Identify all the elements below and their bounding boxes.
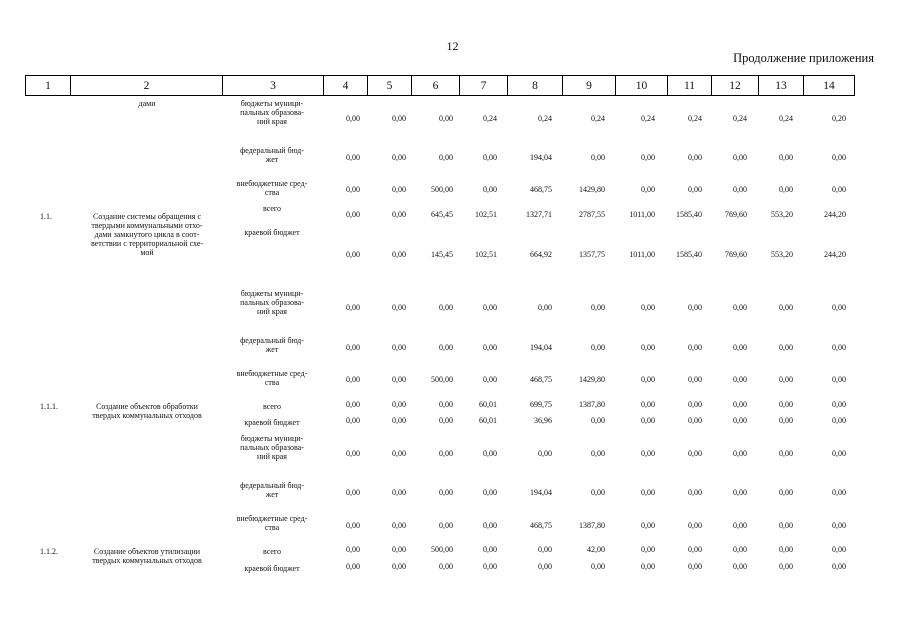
table-cell-value: 0,00 (392, 449, 406, 458)
table-cell-value: 0,00 (832, 375, 846, 384)
measure-name: дами (138, 99, 156, 108)
table-cell-value: 1585,40 (676, 210, 702, 219)
header-col-3: 3 (223, 76, 324, 96)
table-cell-value: 468,75 (530, 375, 552, 384)
header-col-10: 10 (616, 76, 668, 96)
table-cell-value: 0,00 (688, 400, 702, 409)
table-cell-value: 0,00 (591, 303, 605, 312)
table-cell-value: 553,20 (771, 250, 793, 259)
measure-name: дами замкнутого цикла в соот- (94, 230, 200, 239)
measure-name: Создание системы обращения с (92, 212, 202, 221)
table-cell-value: 0,00 (346, 545, 360, 554)
funding-source-label: ний края (257, 307, 287, 316)
table-cell-value: 0,00 (733, 185, 747, 194)
funding-source-label: бюджеты муници- (240, 99, 304, 108)
table-cell-value: 0,00 (688, 375, 702, 384)
table-cell-value: 0,00 (439, 114, 453, 123)
table-cell-value: 0,00 (392, 185, 406, 194)
table-cell-value: 0,00 (346, 562, 360, 571)
table-cell-value: 0,00 (779, 449, 793, 458)
table-cell-value: 0,00 (733, 375, 747, 384)
table-cell-value: 0,00 (483, 488, 497, 497)
table-cell-value: 0,00 (439, 488, 453, 497)
table-cell-value: 0,00 (733, 521, 747, 530)
table-cell-value: 244,20 (824, 210, 846, 219)
table-cell-value: 0,00 (779, 375, 793, 384)
funding-source-label: ний края (257, 452, 287, 461)
table-cell-value: 0,00 (538, 303, 552, 312)
table-cell-value: 553,20 (771, 210, 793, 219)
table-cell-value: 0,00 (439, 562, 453, 571)
table-cell-value: 0,00 (346, 400, 360, 409)
funding-source-label: ства (264, 378, 280, 387)
table-cell-value: 0,00 (779, 185, 793, 194)
table-cell-value: 0,00 (832, 545, 846, 554)
funding-source-label: федеральный бюд- (240, 336, 304, 345)
table-cell-value: 0,00 (641, 153, 655, 162)
funding-source-label: бюджеты муници- (240, 434, 304, 443)
table-cell-value: 0,00 (779, 400, 793, 409)
table-cell-value: 0,00 (538, 562, 552, 571)
table-cell-value: 1429,80 (579, 185, 605, 194)
table-cell-value: 0,00 (392, 153, 406, 162)
measure-name: твердыми коммунальными отхо- (91, 221, 203, 230)
funding-source-label: ства (264, 188, 280, 197)
table-cell-value: 0,00 (779, 153, 793, 162)
table-cell-value: 0,00 (832, 562, 846, 571)
header-row (26, 76, 855, 96)
table-cell-value: 699,75 (530, 400, 552, 409)
table-cell-value: 42,00 (587, 545, 605, 554)
table-cell-value: 0,00 (392, 521, 406, 530)
table-cell-value: 0,00 (832, 303, 846, 312)
table-cell-value: 0,00 (832, 416, 846, 425)
table-cell-value: 468,75 (530, 521, 552, 530)
table-cell-value: 0,00 (346, 449, 360, 458)
table-cell-value: 1429,80 (579, 375, 605, 384)
table-cell-value: 0,00 (688, 343, 702, 352)
page-number: 12 (446, 39, 459, 53)
table-cell-value: 0,00 (641, 545, 655, 554)
table-cell-value: 0,00 (346, 185, 360, 194)
funding-source-label: жет (265, 155, 279, 164)
table-cell-value: 0,00 (641, 343, 655, 352)
funding-source-label: пальных образова- (240, 443, 304, 452)
table-cell-value: 102,51 (475, 250, 497, 259)
table-cell-value: 0,00 (346, 210, 360, 219)
table-cell-value: 1011,00 (629, 210, 655, 219)
table-cell-value: 0,00 (779, 545, 793, 554)
table-cell-value: 0,00 (591, 416, 605, 425)
table-cell-value: 500,00 (431, 545, 453, 554)
measure-name: ветствии с территориальной схе- (90, 239, 204, 248)
header-col-5: 5 (368, 76, 412, 96)
table-cell-value: 0,00 (392, 488, 406, 497)
table-cell-value: 0,00 (392, 343, 406, 352)
table-cell-value: 0,00 (392, 210, 406, 219)
funding-source-label: внебюджетные сред- (236, 179, 308, 188)
table-cell-value: 1387,80 (579, 400, 605, 409)
table-cell-value: 0,00 (392, 114, 406, 123)
table-cell-value: 0,00 (832, 400, 846, 409)
row-code: 1.1. (40, 212, 52, 221)
table-cell-value: 0,00 (733, 449, 747, 458)
header-col-9: 9 (563, 76, 616, 96)
table-cell-value: 0,00 (439, 521, 453, 530)
table-cell-value: 0,00 (688, 562, 702, 571)
table-cell-value: 0,00 (346, 375, 360, 384)
funding-source-label: внебюджетные сред- (236, 369, 308, 378)
funding-source-label: жет (265, 490, 279, 499)
table-cell-value: 0,00 (346, 303, 360, 312)
table-cell-value: 0,00 (733, 343, 747, 352)
table-cell-value: 0,00 (641, 400, 655, 409)
table-cell-value: 1327,71 (526, 210, 552, 219)
table-cell-value: 0,00 (483, 449, 497, 458)
table-cell-value: 0,00 (779, 416, 793, 425)
table-cell-value: 769,60 (725, 250, 747, 259)
table-cell-value: 0,00 (591, 562, 605, 571)
table-cell-value: 244,20 (824, 250, 846, 259)
table-cell-value: 0,00 (591, 488, 605, 497)
table-cell-value: 0,00 (346, 153, 360, 162)
table-cell-value: 0,00 (641, 521, 655, 530)
table-cell-value: 0,00 (538, 545, 552, 554)
table-cell-value: 0,00 (832, 343, 846, 352)
table-cell-value: 2787,55 (579, 210, 605, 219)
table-cell-value: 0,00 (346, 343, 360, 352)
table-cell-value: 0,00 (346, 114, 360, 123)
table-cell-value: 0,00 (688, 449, 702, 458)
table-cell-value: 0,00 (392, 400, 406, 409)
table-cell-value: 0,00 (346, 488, 360, 497)
table-cell-value: 0,24 (688, 114, 702, 123)
funding-source-label: внебюджетные сред- (236, 514, 308, 523)
table-cell-value: 36,96 (534, 416, 552, 425)
measure-name: мой (140, 248, 154, 257)
funding-source-label: всего (262, 204, 281, 213)
header-table (25, 75, 855, 96)
table-cell-value: 0,00 (733, 400, 747, 409)
header-col-7: 7 (460, 76, 508, 96)
funding-source-label: жет (265, 345, 279, 354)
table-cell-value: 0,00 (483, 343, 497, 352)
table-cell-value: 1585,40 (676, 250, 702, 259)
table-cell-value: 0,00 (733, 545, 747, 554)
table-cell-value: 0,00 (483, 562, 497, 571)
table-cell-value: 1011,00 (629, 250, 655, 259)
table-cell-value: 0,20 (832, 114, 846, 123)
header-col-13: 13 (759, 76, 804, 96)
table-cell-value: 0,24 (733, 114, 747, 123)
table-cell-value: 0,00 (439, 400, 453, 409)
table-cell-value: 0,00 (346, 521, 360, 530)
header-col-12: 12 (712, 76, 759, 96)
header-col-8: 8 (508, 76, 563, 96)
table-cell-value: 0,00 (641, 488, 655, 497)
table-cell-value: 0,00 (733, 488, 747, 497)
table-cell-value: 0,00 (688, 185, 702, 194)
table-cell-value: 0,00 (483, 545, 497, 554)
table-cell-value: 0,00 (641, 449, 655, 458)
table-cell-value: 0,00 (392, 375, 406, 384)
table-cell-value: 0,00 (832, 185, 846, 194)
table-cell-value: 0,00 (688, 521, 702, 530)
header-col-11: 11 (668, 76, 712, 96)
table-cell-value: 0,00 (591, 153, 605, 162)
table-cell-value: 0,00 (392, 416, 406, 425)
funding-source-label: федеральный бюд- (240, 481, 304, 490)
table-cell-value: 0,00 (733, 303, 747, 312)
table-cell-value: 1387,80 (579, 521, 605, 530)
measure-name: твердых коммунальных отходов (92, 411, 202, 420)
table-cell-value: 0,00 (832, 153, 846, 162)
table-cell-value: 0,00 (641, 185, 655, 194)
row-code: 1.1.1. (40, 402, 58, 411)
funding-source-label: ства (264, 523, 280, 532)
funding-source-label: краевой бюджет (244, 418, 300, 427)
table-cell-value: 664,92 (530, 250, 552, 259)
table-cell-value: 0,24 (779, 114, 793, 123)
funding-source-label: федеральный бюд- (240, 146, 304, 155)
table-cell-value: 145,45 (431, 250, 453, 259)
funding-source-label: всего (262, 402, 281, 411)
table-cell-value: 0,00 (538, 449, 552, 458)
table-cell-value: 0,00 (779, 562, 793, 571)
table-cell-value: 500,00 (431, 185, 453, 194)
table-cell-value: 0,24 (591, 114, 605, 123)
table-cell-value: 645,45 (431, 210, 453, 219)
funding-source-label: пальных образова- (240, 298, 304, 307)
table-cell-value: 0,00 (779, 343, 793, 352)
table-cell-value: 0,00 (483, 185, 497, 194)
table-cell-value: 0,00 (641, 562, 655, 571)
table-cell-value: 0,00 (779, 488, 793, 497)
table-cell-value: 0,00 (832, 488, 846, 497)
table-cell-value: 0,00 (439, 449, 453, 458)
table-cell-value: 0,00 (688, 153, 702, 162)
table-cell-value: 0,00 (688, 416, 702, 425)
table-cell-value: 0,00 (346, 416, 360, 425)
table-cell-value: 0,00 (439, 416, 453, 425)
table-cell-value: 0,00 (591, 343, 605, 352)
header-col-2: 2 (71, 76, 223, 96)
header-col-14: 14 (804, 76, 855, 96)
table-cell-value: 500,00 (431, 375, 453, 384)
table-cell-value: 0,00 (832, 521, 846, 530)
table-cell-value: 0,00 (733, 416, 747, 425)
table-cell-value: 0,00 (688, 545, 702, 554)
table-cell-value: 0,00 (733, 562, 747, 571)
table-cell-value: 0,00 (641, 416, 655, 425)
funding-source-label: бюджеты муници- (240, 289, 304, 298)
table-cell-value: 0,24 (483, 114, 497, 123)
funding-source-label: пальных образова- (240, 108, 304, 117)
table-cell-value: 0,00 (779, 303, 793, 312)
funding-source-label: краевой бюджет (244, 564, 300, 573)
funding-source-label: ний края (257, 117, 287, 126)
table-cell-value: 0,00 (483, 153, 497, 162)
measure-name: твердых коммунальных отходов (92, 556, 202, 565)
table-cell-value: 0,00 (483, 521, 497, 530)
table-cell-value: 60,01 (479, 416, 497, 425)
table-cell-value: 0,00 (392, 303, 406, 312)
header-col-6: 6 (412, 76, 460, 96)
table-cell-value: 60,01 (479, 400, 497, 409)
measure-name: Создание объектов обработки (96, 402, 198, 411)
table-cell-value: 0,00 (346, 250, 360, 259)
table-cell-value: 0,00 (832, 449, 846, 458)
table-cell-value: 0,00 (392, 562, 406, 571)
table-cell-value: 102,51 (475, 210, 497, 219)
table-cell-value: 0,00 (688, 488, 702, 497)
table-cell-value: 194,04 (530, 153, 552, 162)
table-cell-value: 468,75 (530, 185, 552, 194)
table-cell-value: 0,00 (392, 250, 406, 259)
table-cell-value: 0,24 (641, 114, 655, 123)
table-cell-value: 0,00 (688, 303, 702, 312)
table-cell-value: 0,00 (779, 521, 793, 530)
table-cell-value: 194,04 (530, 488, 552, 497)
continuation-label: Продолжение приложения (733, 51, 874, 65)
table-cell-value: 0,00 (439, 343, 453, 352)
table-cell-value: 0,00 (591, 449, 605, 458)
header-col-4: 4 (324, 76, 368, 96)
table-cell-value: 0,00 (483, 303, 497, 312)
table-cell-value: 0,00 (641, 375, 655, 384)
funding-source-label: всего (262, 547, 281, 556)
table-cell-value: 194,04 (530, 343, 552, 352)
measure-name: Создание объектов утилизации (93, 547, 201, 556)
table-cell-value: 769,60 (725, 210, 747, 219)
table-cell-value: 0,00 (641, 303, 655, 312)
table-cell-value: 0,00 (483, 375, 497, 384)
table-cell-value: 0,00 (439, 303, 453, 312)
table-cell-value: 1357,75 (579, 250, 605, 259)
table-cell-value: 0,00 (439, 153, 453, 162)
table-cell-value: 0,00 (733, 153, 747, 162)
row-code: 1.1.2. (40, 547, 58, 556)
funding-source-label: краевой бюджет (244, 228, 300, 237)
table-cell-value: 0,24 (538, 114, 552, 123)
table-cell-value: 0,00 (392, 545, 406, 554)
header-col-1: 1 (26, 76, 71, 96)
